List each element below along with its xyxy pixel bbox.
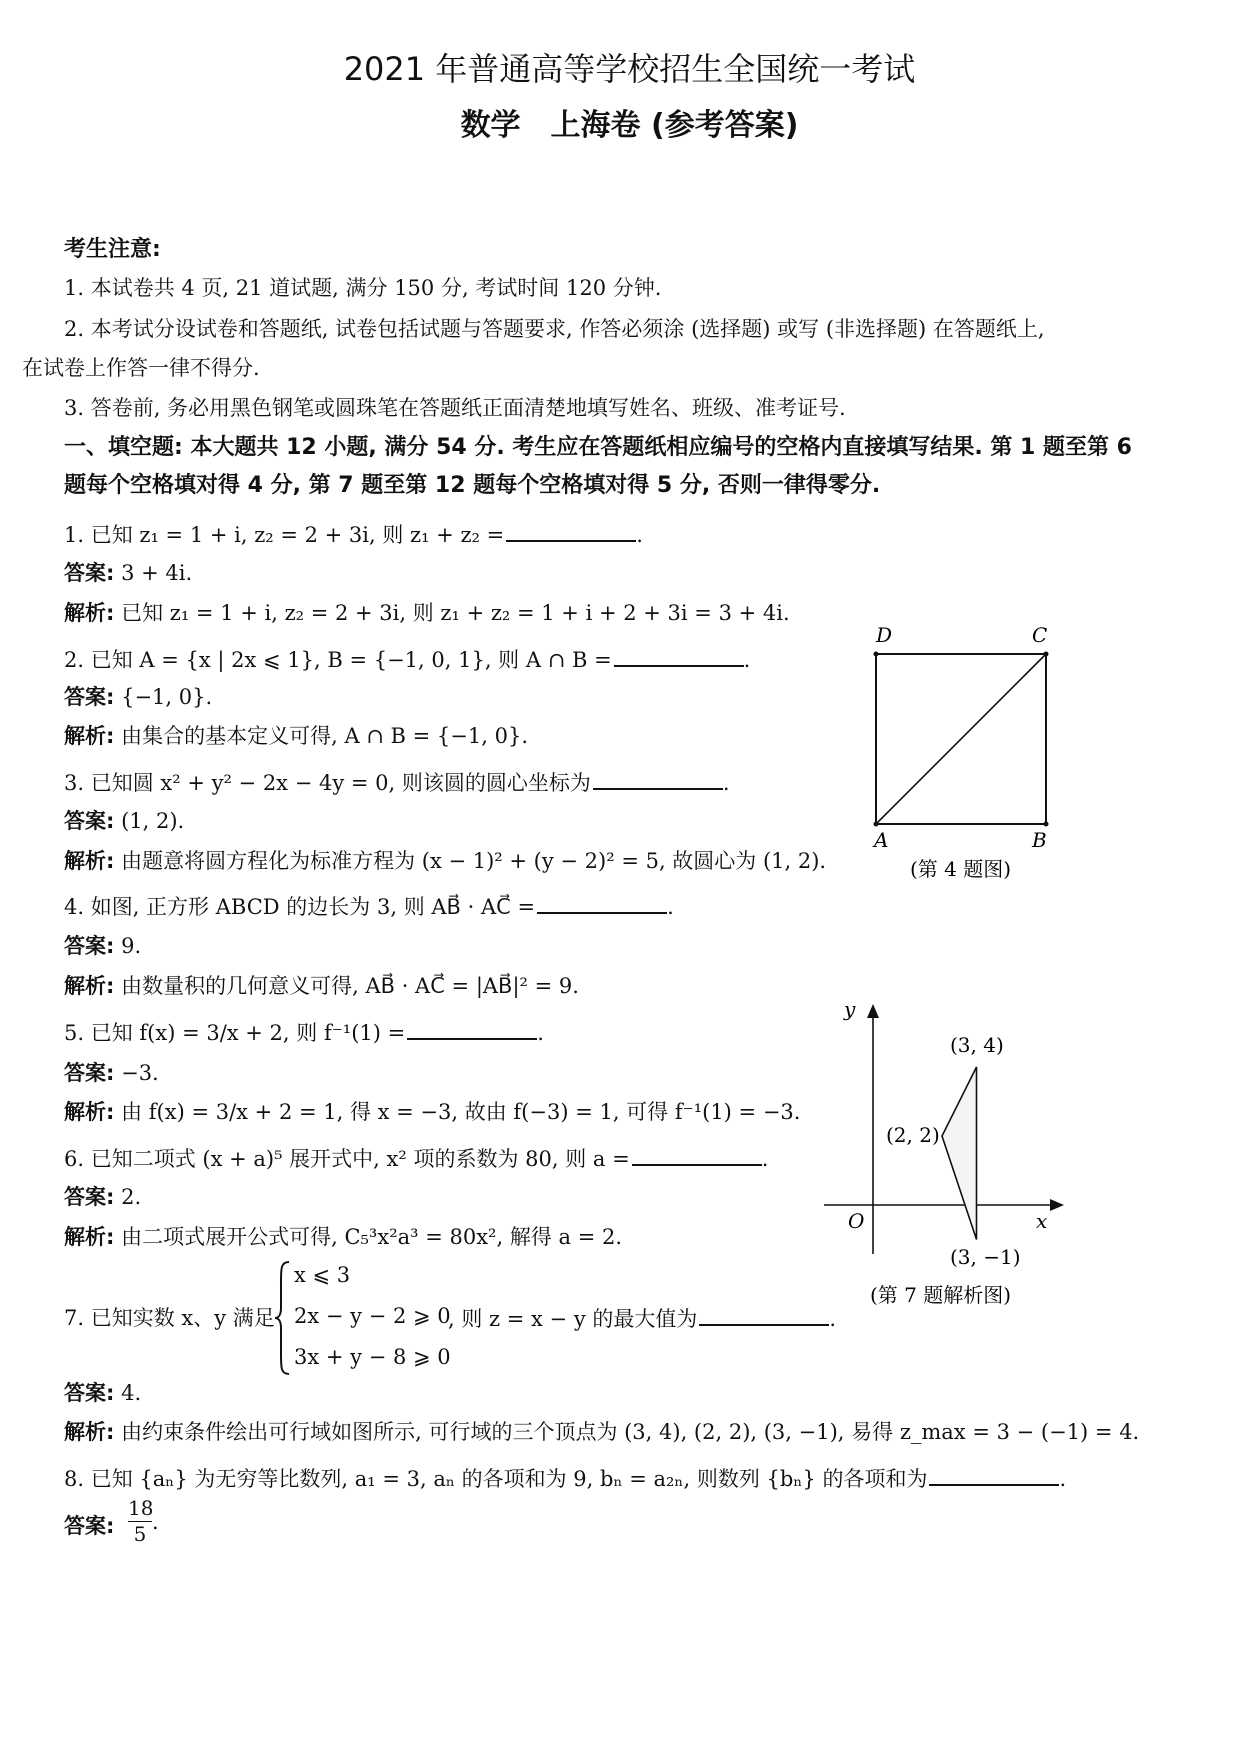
page-subtitle: 数学 上海卷 (参考答案): [460, 108, 799, 143]
answer-blank: [699, 1302, 829, 1326]
figure-7-caption: (第 7 题解析图): [870, 1283, 1012, 1307]
analysis-1: 解析: 已知 z₁ = 1 + i, z₂ = 2 + 3i, 则 z₁ + z₂ = 1 + i + 2 + 3i = 3 + 4i.: [64, 601, 790, 625]
answer-blank: [407, 1016, 537, 1040]
y-axis-arrow-icon: [867, 1004, 879, 1018]
x-axis-label: x: [1036, 1209, 1048, 1233]
question-5: 5. 已知 f(x) = 3/x + 2, 则 f⁻¹(1) = .: [64, 1016, 544, 1047]
answer-8: 答案:: [64, 1514, 115, 1538]
question-4: 4. 如图, 正方形 ABCD 的边长为 3, 则 AB⃗ · AC⃗ = .: [64, 890, 674, 921]
origin-label: O: [848, 1209, 865, 1233]
answer-3: 答案: (1, 2).: [64, 809, 185, 833]
vertex-a: [874, 822, 879, 827]
question-1: 1. 已知 z₁ = 1 + i, z₂ = 2 + 3i, 则 z₁ + z₂ = .: [64, 518, 643, 549]
vertex-b: [1044, 822, 1049, 827]
analysis-6: 解析: 由二项式展开公式可得, C₅³x²a³ = 80x², 解得 a = 2.: [64, 1225, 623, 1249]
question-8: 8. 已知 {aₙ} 为无穷等比数列, a₁ = 3, aₙ 的各项和为 9, bₙ = a₂ₙ, 则数列 {bₙ} 的各项和为 .: [64, 1462, 1066, 1493]
answer-5: 答案: −3.: [64, 1061, 159, 1085]
system-brace: [273, 1258, 293, 1378]
analysis-3: 解析: 由题意将圆方程化为标准方程为 (x − 1)² + (y − 2)² = 5, 故圆心为 (1, 2).: [64, 849, 827, 873]
analysis-4: 解析: 由数量积的几何意义可得, AB⃗ · AC⃗ = |AB⃗|² = 9.: [64, 974, 579, 998]
diagonal-ac: [876, 654, 1046, 824]
notice-item: 在试卷上作答一律不得分.: [22, 356, 260, 380]
notice-item: 1. 本试卷共 4 页, 21 道试题, 满分 150 分, 考试时间 120 分钟.: [64, 276, 662, 300]
notice-item: 2. 本考试分设试卷和答题纸, 试卷包括试题与答题要求, 作答必须涂 (选择题) 或写 (非选择题) 在答题纸上,: [64, 317, 1045, 341]
question-2: 2. 已知 A = {x | 2x ⩽ 1}, B = {−1, 0, 1}, 则 A ∩ B = .: [64, 643, 750, 674]
question-3: 3. 已知圆 x² + y² − 2x − 4y = 0, 则该圆的圆心坐标为 .: [64, 766, 730, 797]
label-b: B: [1032, 828, 1047, 852]
question-7-post: , 则 z = x − y 的最大值为 .: [448, 1302, 836, 1333]
vertex-d: [874, 652, 879, 657]
answer-blank: [929, 1462, 1059, 1486]
figure-4-caption: (第 4 题图): [910, 857, 1012, 881]
answer-blank: [593, 766, 723, 790]
system-line-1: x ⩽ 3: [294, 1263, 351, 1287]
system-line-3: 3x + y − 8 ⩾ 0: [294, 1345, 451, 1369]
section-heading: 一、填空题: 本大题共 12 小题, 满分 54 分. 考生应在答题纸相应编号的空格内直接填写结果. 第 1 题至第 6: [64, 435, 1132, 460]
answer-blank: [537, 890, 667, 914]
answer-8-fraction: [128, 1496, 152, 1546]
y-axis-label: y: [844, 997, 856, 1021]
answer-8-tail: .: [152, 1510, 159, 1534]
answer-2: 答案: {−1, 0}.: [64, 685, 213, 709]
x-axis-arrow-icon: [1050, 1199, 1064, 1211]
answer-blank: [506, 518, 636, 542]
label-c: C: [1032, 623, 1048, 647]
feasible-region: [942, 1067, 977, 1240]
analysis-2: 解析: 由集合的基本定义可得, A ∩ B = {−1, 0}.: [64, 724, 528, 748]
notice-item: 3. 答卷前, 务必用黑色钢笔或圆珠笔在答题纸正面清楚地填写姓名、班级、准考证号.: [64, 396, 846, 420]
figure-7: [818, 996, 1078, 1326]
question-7-pre: 7. 已知实数 x、y 满足: [64, 1306, 275, 1330]
question-6: 6. 已知二项式 (x + a)⁵ 展开式中, x² 项的系数为 80, 则 a = .: [64, 1142, 768, 1173]
label-a: A: [874, 828, 889, 852]
vertex-label-3-neg1: (3, −1): [950, 1245, 1021, 1269]
fraction-numerator: 18: [128, 1496, 154, 1520]
answer-blank: [614, 643, 744, 667]
answer-blank: [632, 1142, 762, 1166]
figure-4: [862, 622, 1122, 882]
label-d: D: [876, 623, 893, 647]
system-line-2: 2x − y − 2 ⩾ 0: [294, 1304, 451, 1328]
analysis-5: 解析: 由 f(x) = 3/x + 2 = 1, 得 x = −3, 故由 f(−3) = 1, 可得 f⁻¹(1) = −3.: [64, 1100, 801, 1124]
vertex-label-2-2: (2, 2): [886, 1123, 940, 1147]
notice-heading: 考生注意:: [64, 237, 161, 262]
fraction-denominator: 5: [128, 1521, 152, 1546]
answer-1: 答案: 3 + 4i.: [64, 561, 193, 585]
answer-4: 答案: 9.: [64, 934, 142, 958]
page-title: 2021 年普通高等学校招生全国统一考试: [343, 50, 916, 88]
answer-6: 答案: 2.: [64, 1185, 142, 1209]
analysis-7: 解析: 由约束条件绘出可行域如图所示, 可行域的三个顶点为 (3, 4), (2, 2), (3, −1), 易得 z_max = 3 − (−1) = 4.: [64, 1420, 1140, 1444]
vertex-c: [1044, 652, 1049, 657]
section-heading-cont: 题每个空格填对得 4 分, 第 7 题至第 12 题每个空格填对得 5 分, 否则一律得零分.: [64, 473, 881, 498]
answer-7: 答案: 4.: [64, 1381, 142, 1405]
vertex-label-3-4: (3, 4): [950, 1033, 1004, 1057]
